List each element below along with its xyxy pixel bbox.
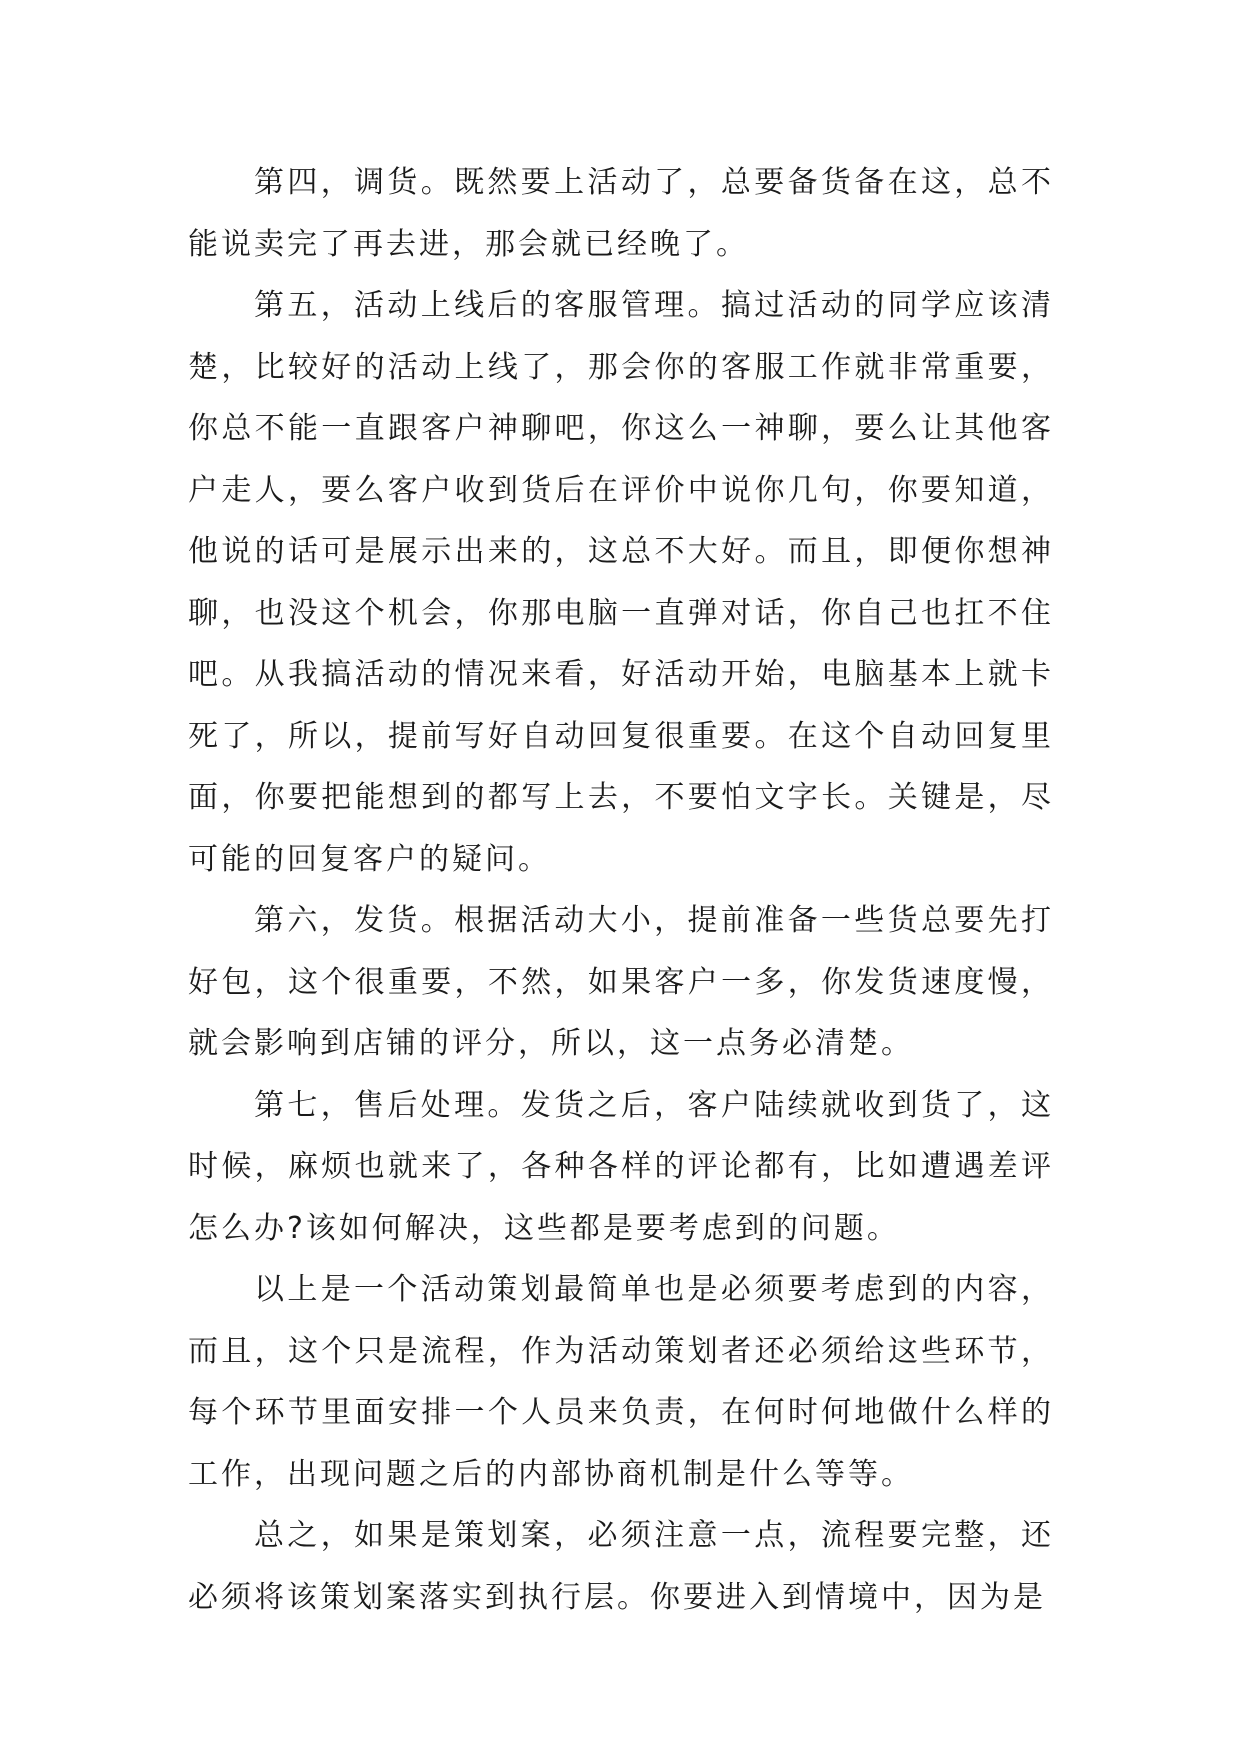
paragraph-customer-service: 第五，活动上线后的客服管理。搞过活动的同学应该清楚，比较好的活动上线了，那会你的客服工作就非常重要，你总不能一直跟客户神聊吧，你这么一神聊，要么让其他客户走人，要么客户收到货后在评价中说你几句，你要知道，他说的话可是展示出来的，这总不大好。而且，即便你想神聊，也没这个机会，你那电脑一直弹对话，你自己也扛不住吧。从我搞活动的情况来看，好活动开始，电脑基本上就卡死了，所以，提前写好自动回复很重要。在这个自动回复里面，你要把能想到的都写上去，不要怕文字长。关键是，尽可能的回复客户的疑问。 xyxy=(188,288,1054,877)
paragraph-conclusion: 总之，如果是策划案，必须注意一点，流程要完整，还必须将该策划案落实到执行层。你要进入到情境中，因为是 xyxy=(188,1518,1054,1615)
paragraph-diet-adjust-stock: 第四，调货。既然要上活动了，总要备货备在这，总不能说卖完了再去进，那会就已经晚了。 xyxy=(188,165,1054,262)
paragraph-after-sales: 第七，售后处理。发货之后，客户陆续就收到货了，这时候，麻烦也就来了，各种各样的评论都有，比如遭遇差评怎么办?该如何解决，这些都是要考虑到的问题。 xyxy=(188,1087,1054,1246)
document-body xyxy=(188,152,1054,1628)
paragraph-summary-process: 以上是一个活动策划最简单也是必须要考虑到的内容，而且，这个只是流程，作为活动策划者还必须给这些环节，每个环节里面安排一个人员来负责，在何时何地做什么样的工作，出现问题之后的内部协商机制是什么等等。 xyxy=(188,1272,1054,1492)
paragraph-shipping: 第六，发货。根据活动大小，提前准备一些货总要先打好包，这个很重要，不然，如果客户一多，你发货速度慢，就会影响到店铺的评分，所以，这一点务必清楚。 xyxy=(188,903,1054,1061)
